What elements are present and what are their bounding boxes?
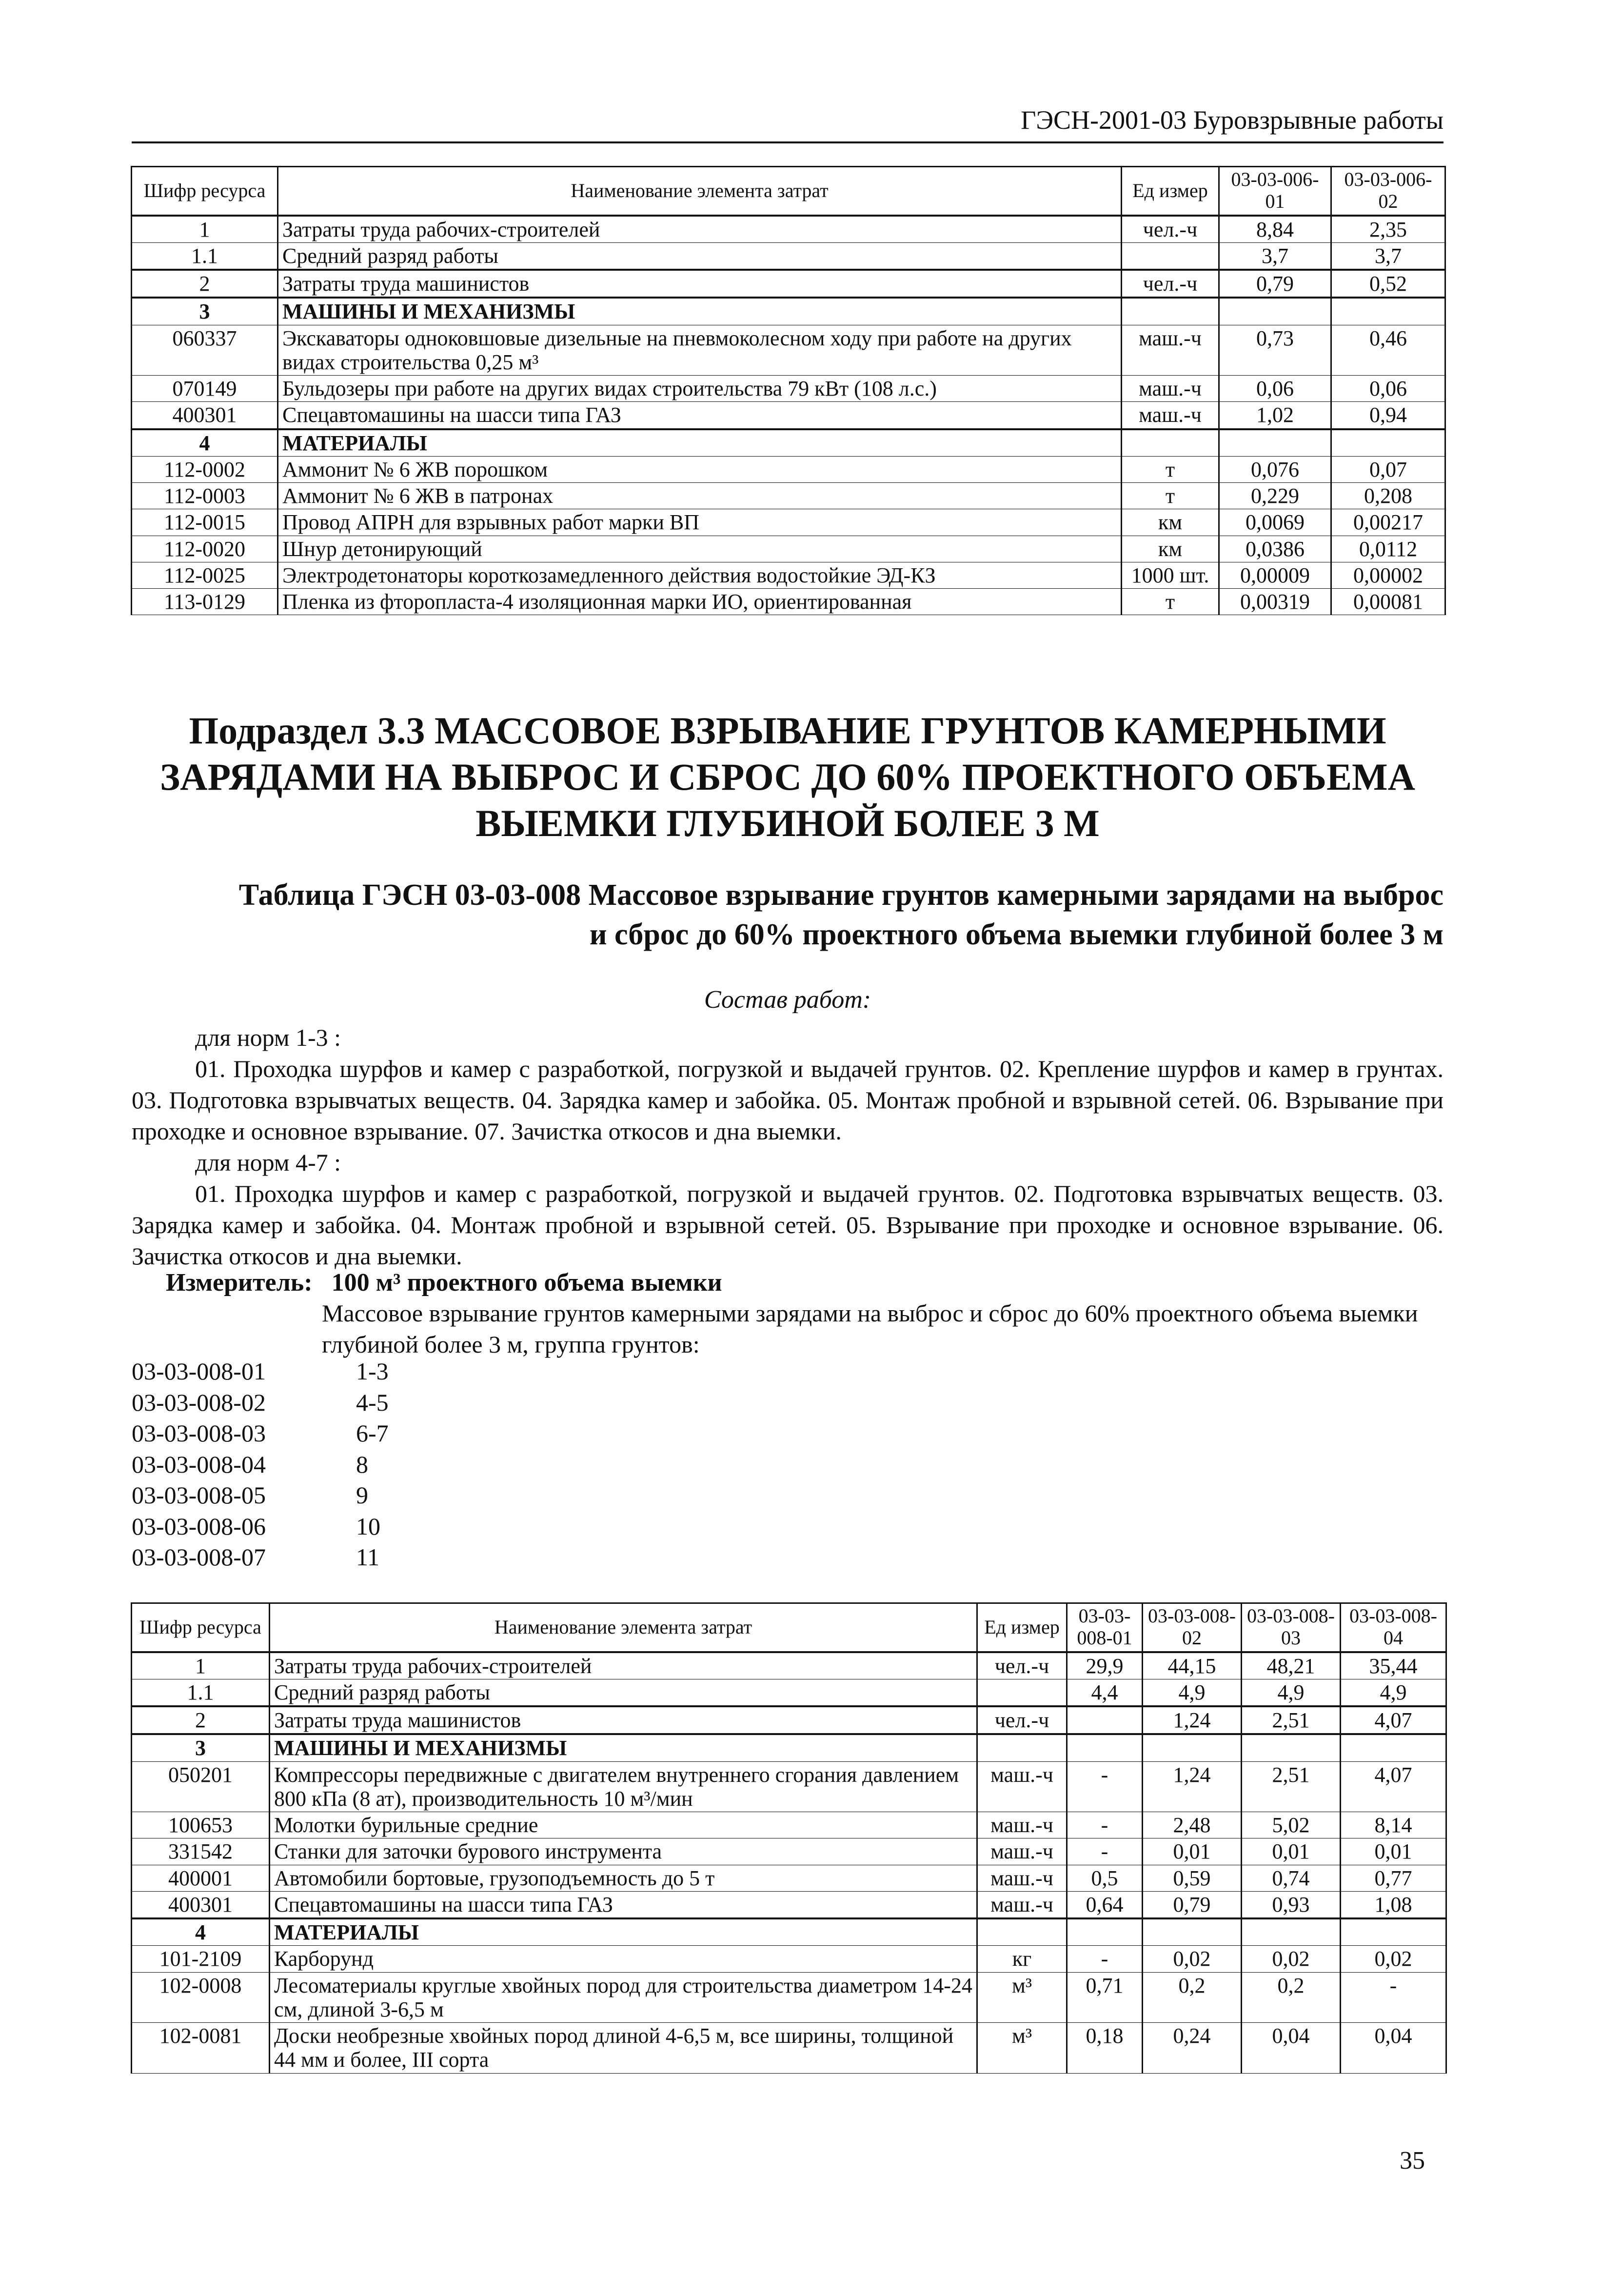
value-cell: 4,9 (1143, 1679, 1242, 1706)
table-row (132, 1865, 1446, 1891)
resource-name-cell: Аммонит № 6 ЖВ в патронах (278, 483, 1122, 509)
resource-code-cell: 1 (132, 216, 278, 243)
value-cell (1341, 1918, 1446, 1946)
value-cell (1331, 429, 1445, 457)
table-row (132, 242, 1445, 270)
resource-code-cell: 400001 (132, 1865, 270, 1891)
value-cell: 0,5 (1067, 1865, 1143, 1891)
unit-cell: маш.-ч (977, 1812, 1067, 1838)
table-row (132, 589, 1445, 615)
soil-group: 4-5 (356, 1388, 389, 1416)
table-row (132, 562, 1445, 588)
value-cell: 0,01 (1143, 1838, 1242, 1865)
resource-code-cell: 1.1 (132, 1679, 270, 1706)
unit-cell: чел.-ч (977, 1652, 1067, 1679)
unit-cell (1122, 242, 1219, 270)
resource-name-cell: Пленка из фторопласта-4 изоляционная марки ИО, ориентированная (278, 589, 1122, 615)
resource-name-cell: Экскаваторы одноковшовые дизельные на пневмоколесном ходу при работе на других видах строительства 0,25 м³ (278, 325, 1122, 376)
value-cell: 0,208 (1331, 483, 1445, 509)
header-rule (132, 141, 1444, 143)
section-row (132, 298, 1445, 325)
resource-name-cell: Бульдозеры при работе на других видах строительства 79 кВт (108 л.с.) (278, 376, 1122, 402)
norm-code: 03-03-008-07 (132, 1543, 266, 1571)
table-body (132, 216, 1445, 615)
value-cell: 44,15 (1143, 1652, 1242, 1679)
norms-text: 01. Проходка шурфов и камер с разработкой, погрузкой и выдачей грунтов. 02. Подготовка взрывчатых веществ. 03. Зарядка камер и забойка. 04. Монтаж пробной и взрывной сетей. 05. Взрывание при проходке и основное взрывание. 06. Зачистка откосов и дна выемки. (132, 1180, 1444, 1270)
value-cell: 0,00009 (1219, 562, 1331, 588)
norm-code: 03-03-008-02 (132, 1388, 266, 1416)
unit-cell (977, 1734, 1067, 1761)
value-cell: - (1067, 1838, 1143, 1865)
resource-code-cell: 400301 (132, 402, 278, 429)
resource-code-cell: 112-0003 (132, 483, 278, 509)
value-cell: 0,94 (1331, 402, 1445, 429)
header-norm-col: 03-03-008-03 (1242, 1603, 1341, 1652)
resource-name-cell: МАШИНЫ И МЕХАНИЗМЫ (278, 298, 1122, 325)
norm-code-row (132, 1387, 389, 1418)
value-cell (1067, 1734, 1143, 1761)
unit-cell: чел.-ч (1122, 216, 1219, 243)
table-row (132, 2023, 1446, 2074)
value-cell (1219, 298, 1331, 325)
value-cell: 4,4 (1067, 1679, 1143, 1706)
table-row (132, 1812, 1446, 1838)
value-cell (1143, 1734, 1242, 1761)
resource-name-cell: Затраты труда машинистов (278, 270, 1122, 298)
table-row (132, 1652, 1446, 1679)
value-cell: 0,59 (1143, 1865, 1242, 1891)
unit-cell: т (1122, 456, 1219, 482)
value-cell: 8,14 (1341, 1812, 1446, 1838)
value-cell (1143, 1918, 1242, 1946)
resource-code-cell: 112-0020 (132, 536, 278, 562)
value-cell: 0,02 (1242, 1946, 1341, 1972)
value-cell: 0,79 (1219, 270, 1331, 298)
resource-code-cell: 112-0015 (132, 509, 278, 536)
value-cell: 5,02 (1242, 1812, 1341, 1838)
value-cell: 0,076 (1219, 456, 1331, 482)
header-name: Наименование элемента затрат (278, 167, 1122, 216)
value-cell: 0,64 (1067, 1891, 1143, 1918)
resource-code-cell: 1 (132, 1652, 270, 1679)
table-row (132, 536, 1445, 562)
norms-label: для норм 4-7 : (195, 1149, 341, 1176)
resource-name-cell: Провод АПРН для взрывных работ марки ВП (278, 509, 1122, 536)
header-unit: Ед измер (977, 1603, 1067, 1652)
resource-code-cell: 3 (132, 1734, 270, 1761)
resource-name-cell: Электродетонаторы короткозамедленного действия водостойкие ЭД-КЗ (278, 562, 1122, 588)
value-cell: 0,01 (1242, 1838, 1341, 1865)
value-cell: 3,7 (1219, 242, 1331, 270)
unit-cell: маш.-ч (977, 1891, 1067, 1918)
resource-name-cell: Автомобили бортовые, грузоподъемность до 5 т (270, 1865, 977, 1891)
value-cell: 1,24 (1143, 1706, 1242, 1734)
unit-cell: т (1122, 483, 1219, 509)
value-cell: 1,02 (1219, 402, 1331, 429)
soil-group: 11 (356, 1543, 380, 1571)
resource-code-cell: 331542 (132, 1838, 270, 1865)
table-header-row (132, 167, 1445, 216)
table-row (132, 1946, 1446, 1972)
value-cell: 0,06 (1219, 376, 1331, 402)
resource-name-cell: Затраты труда машинистов (270, 1706, 977, 1734)
table-row (132, 509, 1445, 536)
soil-group: 10 (356, 1512, 380, 1540)
value-cell: 0,0112 (1331, 536, 1445, 562)
unit-cell: чел.-ч (977, 1706, 1067, 1734)
value-cell: 0,52 (1331, 270, 1445, 298)
value-cell: 0,71 (1067, 1972, 1143, 2023)
value-cell: 4,07 (1341, 1706, 1446, 1734)
unit-cell (1122, 298, 1219, 325)
subsection-title: Подраздел 3.3 МАССОВОЕ ВЗРЫВАНИЕ ГРУНТОВ КАМЕРНЫМИ ЗАРЯДАМИ НА ВЫБРОС И СБРОС ДО 60% ПРОЕКТНОГО ОБЪЕМА ВЫЕМКИ ГЛУБИНОЙ БОЛЕЕ 3 М (160, 709, 1415, 845)
value-cell: 0,04 (1341, 2023, 1446, 2074)
unit-cell: маш.-ч (977, 1761, 1067, 1812)
value-cell: - (1341, 1972, 1446, 2023)
value-cell: 0,77 (1341, 1865, 1446, 1891)
resource-code-cell: 102-0008 (132, 1972, 270, 2023)
value-cell (1067, 1706, 1143, 1734)
table-row (132, 376, 1445, 402)
resource-code-cell: 3 (132, 298, 278, 325)
section-row (132, 429, 1445, 457)
work-composition (132, 1022, 1444, 1272)
resource-name-cell: Доски необрезные хвойных пород длиной 4-6,5 м, все ширины, толщиной 44 мм и более, III сорта (270, 2023, 977, 2074)
unit-cell: м³ (977, 1972, 1067, 2023)
value-cell: 0,24 (1143, 2023, 1242, 2074)
resource-code-cell: 100653 (132, 1812, 270, 1838)
resource-name-cell: Станки для заточки бурового инструмента (270, 1838, 977, 1865)
resource-code-cell: 2 (132, 270, 278, 298)
resource-table-008 (131, 1602, 1447, 2074)
value-cell: - (1067, 1946, 1143, 1972)
resource-code-cell: 070149 (132, 376, 278, 402)
value-cell (1341, 1734, 1446, 1761)
value-cell: 35,44 (1341, 1652, 1446, 1679)
table-row (132, 1972, 1446, 2023)
resource-code-cell: 400301 (132, 1891, 270, 1918)
value-cell: - (1067, 1761, 1143, 1812)
soil-group: 1-3 (356, 1358, 389, 1385)
unit-cell: маш.-ч (1122, 376, 1219, 402)
norm-code: 03-03-008-06 (132, 1512, 266, 1540)
value-cell: 0,46 (1331, 325, 1445, 376)
header-norm-col: 03-03-008-02 (1143, 1603, 1242, 1652)
norm-code-list (132, 1356, 389, 1573)
value-cell: 8,84 (1219, 216, 1331, 243)
unit-cell (977, 1918, 1067, 1946)
resource-code-cell: 4 (132, 429, 278, 457)
unit-cell: км (1122, 509, 1219, 536)
norm-code-row (132, 1418, 389, 1449)
measure-value: 100 м³ проектного объема выемки (331, 1269, 722, 1297)
resource-name-cell: Компрессоры передвижные с двигателем внутреннего сгорания давлением 800 кПа (8 ат), производительность 10 м³/мин (270, 1761, 977, 1812)
table-title-line: и сброс до 60% проектного объема выемки глубиной более 3 м (589, 918, 1444, 951)
table-row (132, 1891, 1446, 1918)
norm-code-row (132, 1542, 389, 1573)
value-cell: 2,51 (1242, 1761, 1341, 1812)
resource-code-cell: 112-0025 (132, 562, 278, 588)
unit-cell: км (1122, 536, 1219, 562)
unit-cell: кг (977, 1946, 1067, 1972)
value-cell: 4,9 (1242, 1679, 1341, 1706)
value-cell: 29,9 (1067, 1652, 1143, 1679)
value-cell: 0,00081 (1331, 589, 1445, 615)
value-cell: 0,229 (1219, 483, 1331, 509)
table-body (132, 1652, 1446, 2074)
value-cell: 0,93 (1242, 1891, 1341, 1918)
norm-code-row (132, 1511, 389, 1542)
norm-code: 03-03-008-05 (132, 1481, 266, 1509)
header-norm-col: 03-03-008-01 (1067, 1603, 1143, 1652)
header-norm-col: 03-03-006-02 (1331, 167, 1445, 216)
unit-cell: маш.-ч (1122, 402, 1219, 429)
value-cell: 1,24 (1143, 1761, 1242, 1812)
table-row (132, 456, 1445, 482)
resource-code-cell: 113-0129 (132, 589, 278, 615)
norm-code: 03-03-008-04 (132, 1450, 266, 1478)
value-cell: 0,0069 (1219, 509, 1331, 536)
value-cell: 0,02 (1143, 1946, 1242, 1972)
resource-name-cell: Лесоматериалы круглые хвойных пород для строительства диаметром 14-24 см, длиной 3-6,5 м (270, 1972, 977, 2023)
value-cell: 0,74 (1242, 1865, 1341, 1891)
norm-code: 03-03-008-03 (132, 1419, 266, 1447)
soil-group: 6-7 (356, 1419, 389, 1447)
value-cell: 0,01 (1341, 1838, 1446, 1865)
table-header-row (132, 1603, 1446, 1652)
resource-name-cell: МАШИНЫ И МЕХАНИЗМЫ (270, 1734, 977, 1761)
resource-name-cell: Спецавтомашины на шасси типа ГАЗ (278, 402, 1122, 429)
unit-cell: т (1122, 589, 1219, 615)
table-row (132, 216, 1445, 243)
value-cell (1242, 1918, 1341, 1946)
value-cell: 0,04 (1242, 2023, 1341, 2074)
resource-name-cell: Шнур детонирующий (278, 536, 1122, 562)
value-cell: 0,00002 (1331, 562, 1445, 588)
unit-cell: маш.-ч (1122, 325, 1219, 376)
measure-unit (166, 1268, 722, 1297)
unit-cell: м³ (977, 2023, 1067, 2074)
value-cell: 0,79 (1143, 1891, 1242, 1918)
work-composition-heading: Состав работ: (704, 986, 871, 1014)
resource-name-cell: Средний разряд работы (278, 242, 1122, 270)
value-cell: 1,08 (1341, 1891, 1446, 1918)
table-row (132, 1679, 1446, 1706)
table-title (132, 876, 1444, 954)
resource-code-cell: 1.1 (132, 242, 278, 270)
resource-code-cell: 112-0002 (132, 456, 278, 482)
value-cell: 0,07 (1331, 456, 1445, 482)
value-cell: 0,06 (1331, 376, 1445, 402)
norm-code: 03-03-008-01 (132, 1358, 266, 1385)
measure-label: Измеритель: (166, 1269, 313, 1297)
unit-cell (1122, 429, 1219, 457)
header-unit: Ед измер (1122, 167, 1219, 216)
header-norm-col: 03-03-008-04 (1341, 1603, 1446, 1652)
value-cell: 3,7 (1331, 242, 1445, 270)
header-code: Шифр ресурса (132, 1603, 270, 1652)
table-row (132, 483, 1445, 509)
value-cell: 4,07 (1341, 1761, 1446, 1812)
measure-description: Массовое взрывание грунтов камерными зарядами на выброс и сброс до 60% проектного объема выемки глубиной более 3 м, группа грунтов: (322, 1299, 1418, 1358)
table-row (132, 270, 1445, 298)
resource-code-cell: 060337 (132, 325, 278, 376)
resource-name-cell: МАТЕРИАЛЫ (278, 429, 1122, 457)
table-row (132, 325, 1445, 376)
value-cell: 2,35 (1331, 216, 1445, 243)
resource-name-cell: Средний разряд работы (270, 1679, 977, 1706)
resource-table-006 (131, 166, 1446, 615)
unit-cell (977, 1679, 1067, 1706)
resource-code-cell: 101-2109 (132, 1946, 270, 1972)
value-cell: - (1067, 1812, 1143, 1838)
unit-cell: маш.-ч (977, 1838, 1067, 1865)
resource-name-cell: Спецавтомашины на шасси типа ГАЗ (270, 1891, 977, 1918)
running-header: ГЭСН-2001-03 Буровзрывные работы (1021, 105, 1444, 135)
value-cell: 48,21 (1242, 1652, 1341, 1679)
value-cell (1219, 429, 1331, 457)
value-cell: 0,00319 (1219, 589, 1331, 615)
header-code: Шифр ресурса (132, 167, 278, 216)
value-cell: 0,2 (1143, 1972, 1242, 2023)
norm-code-row (132, 1480, 389, 1511)
resource-name-cell: МАТЕРИАЛЫ (270, 1918, 977, 1946)
unit-cell: 1000 шт. (1122, 562, 1219, 588)
unit-cell: маш.-ч (977, 1865, 1067, 1891)
table-row (132, 1706, 1446, 1734)
page-number: 35 (1400, 2147, 1425, 2175)
value-cell: 0,73 (1219, 325, 1331, 376)
resource-name-cell: Молотки бурильные средние (270, 1812, 977, 1838)
value-cell: 0,02 (1341, 1946, 1446, 1972)
value-cell: 0,0386 (1219, 536, 1331, 562)
value-cell: 2,48 (1143, 1812, 1242, 1838)
resource-name-cell: Затраты труда рабочих-строителей (270, 1652, 977, 1679)
value-cell: 4,9 (1341, 1679, 1446, 1706)
norms-text: 01. Проходка шурфов и камер с разработкой, погрузкой и выдачей грунтов. 02. Крепление шурфов и камер в грунтах. 03. Подготовка взрывчатых веществ. 04. Зарядка камер и забойка. 05. Монтаж пробной и взрывной сетей. 06. Взрывание при проходке и основное взрывание. 07. Зачистка откосов и дна выемки. (132, 1055, 1444, 1145)
norms-label: для норм 1-3 : (195, 1024, 341, 1051)
table-title-line: Таблица ГЭСН 03-03-008 Массовое взрывание грунтов камерными зарядами на выброс (238, 878, 1444, 912)
resource-name-cell: Аммонит № 6 ЖВ порошком (278, 456, 1122, 482)
value-cell: 0,2 (1242, 1972, 1341, 2023)
table-row (132, 1838, 1446, 1865)
section-row (132, 1734, 1446, 1761)
value-cell (1331, 298, 1445, 325)
table-row (132, 1761, 1446, 1812)
value-cell: 2,51 (1242, 1706, 1341, 1734)
resource-name-cell: Затраты труда рабочих-строителей (278, 216, 1122, 243)
header-norm-col: 03-03-006-01 (1219, 167, 1331, 216)
soil-group: 9 (356, 1481, 368, 1509)
header-name: Наименование элемента затрат (270, 1603, 977, 1652)
resource-code-cell: 4 (132, 1918, 270, 1946)
norm-code-row (132, 1356, 389, 1387)
value-cell (1067, 1918, 1143, 1946)
value-cell: 0,18 (1067, 2023, 1143, 2074)
table-row (132, 402, 1445, 429)
resource-code-cell: 050201 (132, 1761, 270, 1812)
section-row (132, 1918, 1446, 1946)
norm-code-row (132, 1449, 389, 1480)
unit-cell: чел.-ч (1122, 270, 1219, 298)
soil-group: 8 (356, 1450, 368, 1478)
resource-code-cell: 102-0081 (132, 2023, 270, 2074)
value-cell (1242, 1734, 1341, 1761)
resource-name-cell: Карборунд (270, 1946, 977, 1972)
value-cell: 0,00217 (1331, 509, 1445, 536)
resource-code-cell: 2 (132, 1706, 270, 1734)
